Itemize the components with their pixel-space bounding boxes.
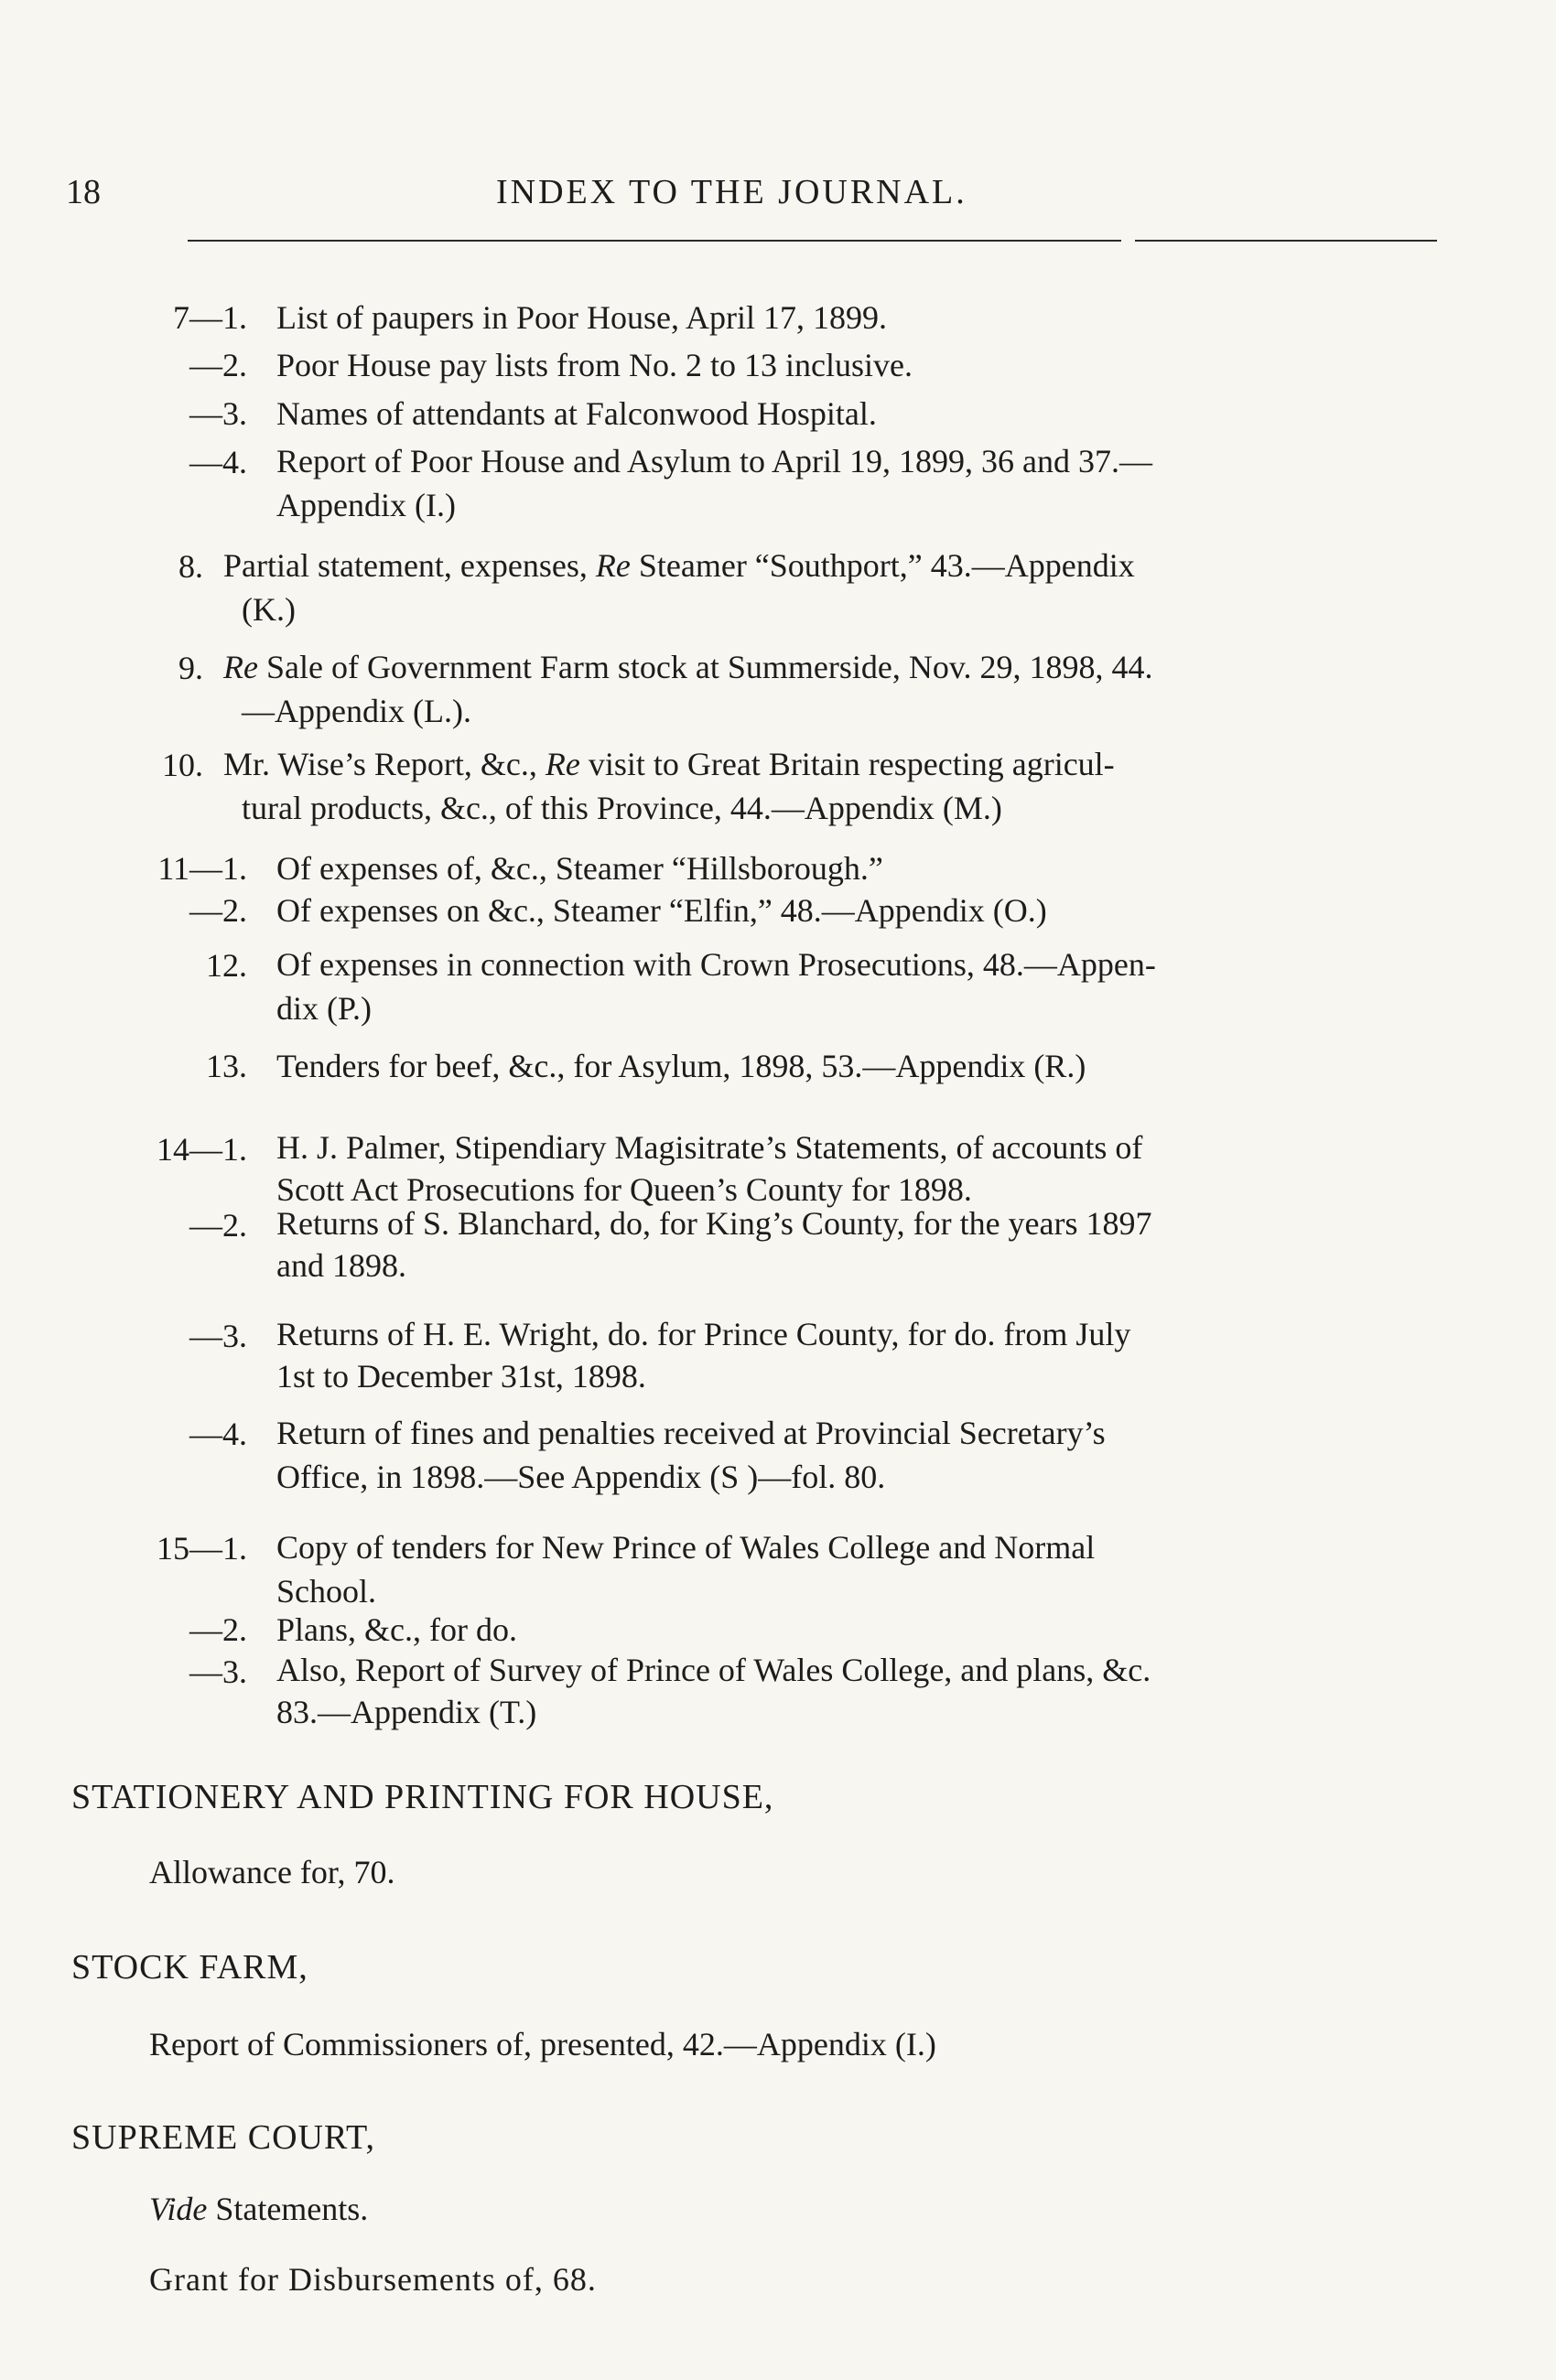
entry-line: 1st to December 31st, 1898. xyxy=(276,1358,646,1395)
entry-text xyxy=(223,544,1135,631)
entry-number: 14—1. xyxy=(157,1131,247,1168)
entry-line xyxy=(223,544,1135,587)
entry-number: —2. xyxy=(189,892,247,929)
subentry-text: Grant for Disbursements of, 68. xyxy=(149,2261,597,2298)
entry-line: tural products, &c., of this Province, 44.—Appendix (M.) xyxy=(242,790,1002,826)
entry-text: Names of attendants at Falconwood Hospital. xyxy=(276,395,877,432)
section-heading: SUPREME COURT, xyxy=(71,2118,375,2157)
header-rule xyxy=(188,240,1121,242)
entry-line: Of expenses in connection with Crown Prosecutions, 48.—Appen- xyxy=(276,946,1156,983)
entry-line-rest: visit to Great Britain respecting agricul- xyxy=(579,746,1115,782)
entry-line: Return of fines and penalties received at Provincial Secretary’s xyxy=(276,1415,1106,1451)
entry-text xyxy=(276,1313,1130,1397)
entry-text xyxy=(223,742,1115,830)
entry-text: Of expenses on &c., Steamer “Elfin,” 48.—Appendix (O.) xyxy=(276,892,1047,929)
entry-text xyxy=(276,1649,1151,1733)
section-heading: STATIONERY AND PRINTING FOR HOUSE, xyxy=(71,1778,774,1816)
entry-line: Also, Report of Survey of Prince of Wales College, and plans, &c. xyxy=(276,1652,1151,1688)
entry-line: H. J. Palmer, Stipendiary Magisitrate’s Statements, of accounts of xyxy=(276,1129,1143,1166)
entry-number: —2. xyxy=(189,1611,247,1648)
section-subentry xyxy=(149,2190,368,2228)
entry-number: —4. xyxy=(189,444,247,480)
running-head: INDEX TO THE JOURNAL. xyxy=(496,173,967,211)
entry-number: —3. xyxy=(189,1318,247,1354)
entry-line-start: Partial statement, expenses, xyxy=(223,547,596,584)
entry-number: 13. xyxy=(206,1048,247,1084)
section-heading: STOCK FARM, xyxy=(71,1948,308,1987)
entry-number: —2. xyxy=(189,1207,247,1244)
header-rule-right xyxy=(1135,240,1437,242)
entry-text: Plans, &c., for do. xyxy=(276,1611,517,1648)
entry-line xyxy=(223,645,1153,689)
re-italic: Re xyxy=(545,746,580,782)
entry-text xyxy=(276,942,1156,1030)
entry-number: —3. xyxy=(189,395,247,432)
entry-text: Poor House pay lists from No. 2 to 13 inclusive. xyxy=(276,347,913,383)
entry-line: dix (P.) xyxy=(276,990,373,1027)
entry-number: 7—1. xyxy=(173,299,247,336)
entry-text xyxy=(276,439,1152,527)
entry-line: Returns of S. Blanchard, do, for King’s County, for the years 1897 xyxy=(276,1205,1152,1242)
entry-line: (K.) xyxy=(242,591,296,628)
page-header xyxy=(66,172,1439,218)
section-subentry xyxy=(149,1853,394,1891)
italic-prefix: Vide xyxy=(149,2191,208,2227)
entry-line xyxy=(223,742,1115,786)
entry-line: School. xyxy=(276,1573,377,1610)
entry-number: —2. xyxy=(189,347,247,383)
entry-text: List of paupers in Poor House, April 17, 1899. xyxy=(276,299,887,336)
entry-line-rest: Steamer “Southport,” 43.—Appendix xyxy=(630,547,1135,584)
subentry-text: Allowance for, 70. xyxy=(149,1854,395,1890)
entry-line: 83.—Appendix (T.) xyxy=(276,1694,537,1730)
entry-line: Copy of tenders for New Prince of Wales College and Normal xyxy=(276,1529,1096,1566)
section-subentry xyxy=(149,2025,936,2063)
re-italic: Re xyxy=(223,649,258,685)
entry-text xyxy=(276,1126,1142,1211)
subentry-text: Report of Commissioners of, presented, 42.—Appendix (I.) xyxy=(149,2026,936,2062)
entry-line: Report of Poor House and Asylum to April 19, 1899, 36 and 37.— xyxy=(276,443,1152,479)
entry-number: 10. xyxy=(162,747,203,783)
entry-text xyxy=(276,1202,1152,1287)
entry-number: 8. xyxy=(178,548,203,585)
entry-text: Of expenses of, &c., Steamer “Hillsborough.” xyxy=(276,850,883,887)
entry-line: Office, in 1898.—See Appendix (S )—fol. 80. xyxy=(276,1459,886,1495)
entry-number: 11—1. xyxy=(157,850,247,887)
entry-text xyxy=(276,1411,1106,1499)
entry-number: —3. xyxy=(189,1653,247,1690)
entry-line: Scott Act Prosecutions for Queen’s County for 1898. xyxy=(276,1171,972,1208)
page-number: 18 xyxy=(66,173,101,211)
section-subentry xyxy=(149,2260,597,2299)
entry-line: Returns of H. E. Wright, do. for Prince County, for do. from July xyxy=(276,1316,1131,1352)
entry-text xyxy=(223,645,1153,733)
entry-text: Tenders for beef, &c., for Asylum, 1898, 53.—Appendix (R.) xyxy=(276,1048,1086,1084)
entry-number: 9. xyxy=(178,650,203,686)
entry-line-start: Mr. Wise’s Report, &c., xyxy=(223,746,546,782)
entry-line: Appendix (I.) xyxy=(276,487,456,523)
entry-number: 12. xyxy=(206,947,247,984)
subentry-text: Statements. xyxy=(207,2191,369,2227)
re-italic: Re xyxy=(595,547,631,584)
entry-line-rest: Sale of Government Farm stock at Summerside, Nov. 29, 1898, 44. xyxy=(257,649,1153,685)
entry-line: —Appendix (L.). xyxy=(242,693,471,729)
entry-text xyxy=(276,1525,1095,1613)
entry-number: —4. xyxy=(189,1416,247,1452)
entry-number: 15—1. xyxy=(157,1530,247,1567)
entry-line: and 1898. xyxy=(276,1247,406,1284)
